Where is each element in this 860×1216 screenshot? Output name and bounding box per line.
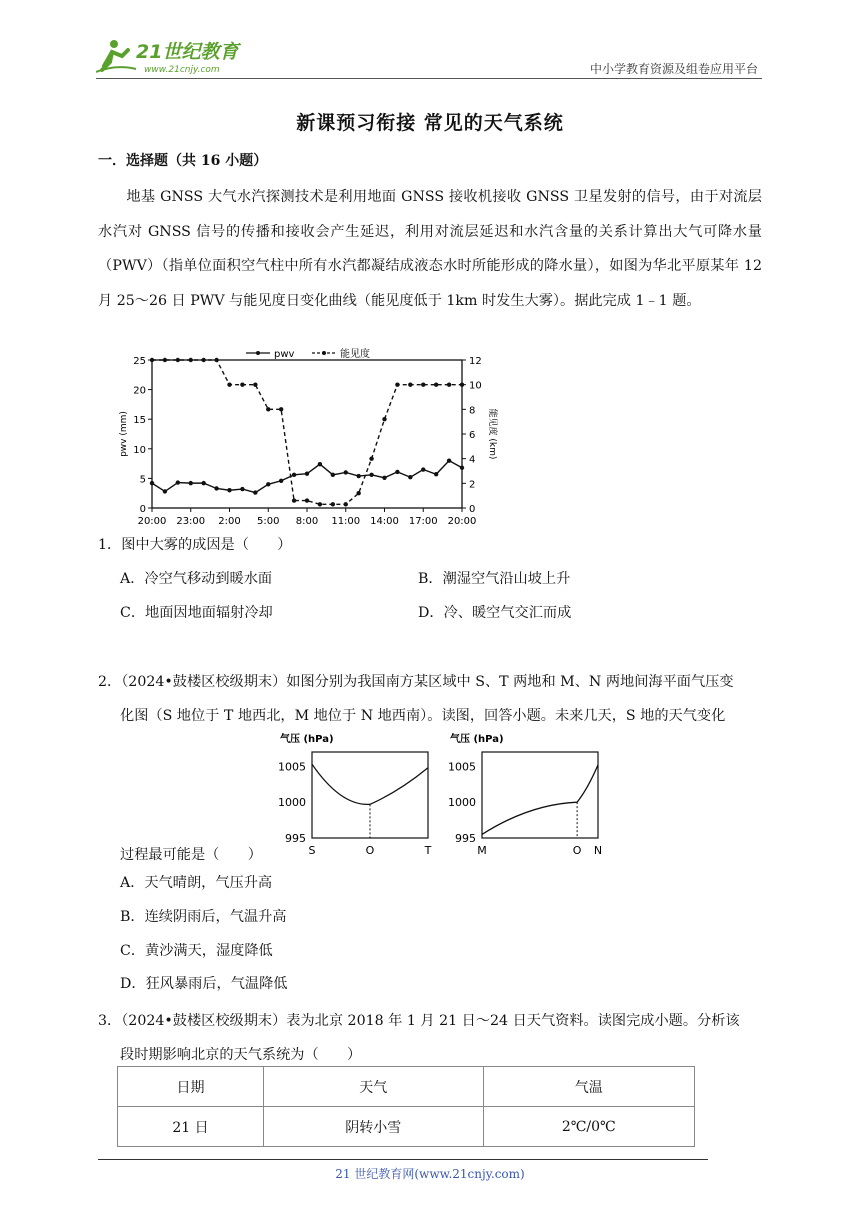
table-header-weather: 天气 <box>264 1067 483 1107</box>
runner-icon <box>96 40 136 72</box>
y-tick-label: 1000 <box>278 796 306 810</box>
series-0-point <box>266 482 270 486</box>
series-0-point <box>240 487 244 491</box>
y-axis-label: 气压 (hPa) <box>450 734 504 745</box>
series-0-point <box>214 486 218 490</box>
page-title: 新课预习衔接 常见的天气系统 <box>296 112 564 134</box>
x-tick-label: T <box>424 844 432 857</box>
passage-text: 地基 GNSS 大气水汽探测技术是利用地面 GNSS 接收机接收 GNSS 卫星发射的信号，由于对流层水汽对 GNSS 信号的传播和接收会产生延迟，利用对流层延迟和水汽含量的关系计算出大气可降水量（PWV）（指单位面积空气柱中所有水汽都凝结成液态水时所能形成的降水量），如图为华北平原某年 12 月 25～26 日 PWV 与能见度日变化曲线（能见度低于 1km 时发生大雾）。据此完成 1﹣1 题。 <box>98 189 762 309</box>
y-right-tick-label: 2 <box>469 479 476 491</box>
x-tick-label: 20:00 <box>447 516 477 527</box>
series-0-point <box>460 466 464 470</box>
series-0-point <box>189 481 193 485</box>
logo <box>96 36 266 76</box>
y-left-tick-label: 25 <box>133 356 146 367</box>
q1-option-d[interactable]: D．冷、暖空气交汇而成 <box>418 605 572 621</box>
pressure-curve <box>312 764 428 804</box>
x-tick-label: N <box>593 844 603 857</box>
series-1-point <box>189 358 193 362</box>
series-1-point <box>279 407 283 411</box>
logo-url: www.21cnjy.com <box>144 65 220 75</box>
series-0-point <box>227 488 231 492</box>
x-tick-label: 14:00 <box>370 516 399 527</box>
header-divider <box>96 78 762 79</box>
table-row <box>118 1107 695 1147</box>
y-left-tick-label: 15 <box>133 415 146 427</box>
series-1-point <box>382 417 386 421</box>
table-header-temp: 气温 <box>483 1067 695 1107</box>
weather-table <box>117 1066 695 1147</box>
series-1-point <box>201 358 205 362</box>
y-right-tick-label: 8 <box>469 405 476 417</box>
x-tick-label: 17:00 <box>408 516 438 527</box>
series-1-point <box>150 358 154 362</box>
series-0-point <box>434 472 438 476</box>
series-0-point <box>279 479 283 483</box>
series-1-point <box>395 382 399 386</box>
legend-marker <box>256 351 260 355</box>
y-tick-label: 1005 <box>278 760 306 774</box>
y-right-tick-label: 10 <box>469 380 482 392</box>
series-1-point <box>227 382 231 386</box>
pressure-chart-st <box>268 730 438 860</box>
table-header-date: 日期 <box>118 1067 264 1107</box>
series-0-point <box>408 475 412 479</box>
q2-option-a[interactable]: A．天气晴朗，气压升高 <box>120 875 273 891</box>
y-right-label: 能见度 (km) <box>487 408 497 460</box>
question-3-stem <box>98 1004 762 1072</box>
legend-label: 能见度 <box>340 349 370 360</box>
q2-line-2: 化图（S 地位于 T 地西北，M 地位于 N 地西南）。读图，回答小题。未来几天，S 地的天气变化 <box>120 708 726 724</box>
series-1-point <box>434 382 438 386</box>
q3-line-1: 3．（2024•鼓楼区校级期末）表为北京 2018 年 1 月 21 日～24 日天气资料。读图完成小题。分析该 <box>98 1013 740 1029</box>
table-cell-date: 21 日 <box>118 1107 264 1147</box>
y-left-tick-label: 20 <box>133 385 146 397</box>
legend-label: pwv <box>274 349 295 360</box>
logo-text: 21世纪教育 <box>136 41 239 63</box>
series-0-point <box>201 481 205 485</box>
series-1-point <box>421 382 425 386</box>
series-1-point <box>214 358 218 362</box>
series-0-point <box>253 490 257 494</box>
y-right-tick-label: 0 <box>469 504 476 515</box>
platform-name: 中小学教育资源及组卷应用平台 <box>589 62 758 76</box>
q3-line-2: 段时期影响北京的天气系统为（ ） <box>120 1047 362 1063</box>
y-right-tick-label: 12 <box>469 356 482 367</box>
y-tick-label: 995 <box>285 832 306 845</box>
series-1-point <box>408 382 412 386</box>
y-right-tick-label: 4 <box>469 454 476 466</box>
q1-option-a[interactable]: A．冷空气移动到暖水面 <box>120 571 273 587</box>
footer-text: 21 世纪教育网(www.21cnjy.com) <box>335 1167 525 1181</box>
series-0-point <box>163 489 167 493</box>
series-0-point <box>331 473 335 477</box>
series-0-point <box>150 481 154 485</box>
series-1-point <box>447 382 451 386</box>
series-1-point <box>292 498 296 502</box>
series-0-point <box>421 467 425 471</box>
series-1-point <box>253 382 257 386</box>
series-1-point <box>356 491 360 495</box>
series-1-point <box>240 382 244 386</box>
passage <box>98 180 762 318</box>
x-tick-label: 2:00 <box>218 516 241 527</box>
series-1-point <box>163 358 167 362</box>
series-0-point <box>176 480 180 484</box>
question-1-stem: 1．图中大雾的成因是（ ） <box>98 537 292 553</box>
page-header <box>96 32 762 82</box>
x-tick-label: 11:00 <box>331 516 361 527</box>
x-tick-label: 23:00 <box>176 516 206 527</box>
series-1-point <box>266 407 270 411</box>
series-1-point <box>344 502 348 506</box>
pressure-chart-mn <box>438 730 608 860</box>
x-tick-label: 5:00 <box>257 516 280 527</box>
table-cell-weather: 阴转小雪 <box>264 1107 483 1147</box>
table-header-row <box>118 1067 695 1107</box>
plot-frame <box>152 360 462 508</box>
pwv-visibility-chart <box>112 348 502 528</box>
series-0-point <box>447 458 451 462</box>
q1-option-b[interactable]: B．潮湿空气沿山坡上升 <box>418 571 571 587</box>
y-tick-label: 1005 <box>448 760 476 774</box>
series-1-point <box>460 382 464 386</box>
series-0-point <box>369 473 373 477</box>
q1-option-c[interactable]: C．地面因地面辐射冷却 <box>120 605 273 621</box>
x-tick-label: S <box>308 844 316 857</box>
series-0-point <box>382 476 386 480</box>
footer-divider <box>98 1159 708 1160</box>
series-1-point <box>331 502 335 506</box>
q2-option-b[interactable]: B．连续阴雨后，气温升高 <box>120 909 287 925</box>
pressure-curve <box>482 765 598 835</box>
series-1-point <box>369 456 373 460</box>
y-left-tick-label: 10 <box>133 444 146 456</box>
y-left-tick-label: 5 <box>139 474 146 486</box>
q2-line-1: 2．（2024•鼓楼区校级期末）如图分别为我国南方某区域中 S、T 两地和 M、N 两地间海平面气压变 <box>98 674 734 690</box>
x-tick-label: O <box>365 844 375 857</box>
x-tick-label: O <box>572 844 582 857</box>
y-tick-label: 1000 <box>448 796 476 810</box>
table-cell-temp: 2℃/0℃ <box>483 1107 695 1147</box>
q2-option-d[interactable]: D．狂风暴雨后，气温降低 <box>120 976 288 992</box>
series-0-point <box>344 470 348 474</box>
x-tick-label: 20:00 <box>137 516 167 527</box>
x-tick-label: 8:00 <box>295 516 319 527</box>
q2-line-3: 过程最可能是（ ） <box>120 847 262 863</box>
series-0-point <box>356 474 360 478</box>
y-right-tick-label: 6 <box>469 430 476 441</box>
q2-option-c[interactable]: C．黄沙满天，湿度降低 <box>120 943 273 959</box>
series-1-point <box>176 358 180 362</box>
series-0-point <box>305 471 309 475</box>
series-0-point <box>395 470 399 474</box>
series-1-point <box>318 502 322 506</box>
y-left-label: pwv (mm) <box>119 411 129 457</box>
y-left-tick-label: 0 <box>139 504 146 515</box>
question-2-stem <box>98 665 762 733</box>
y-axis-label: 气压 (hPa) <box>280 734 334 745</box>
plot-frame <box>482 752 598 838</box>
legend-marker <box>322 351 326 355</box>
series-0-point <box>318 462 322 466</box>
series-1-point <box>305 498 309 502</box>
series-line-0 <box>152 461 462 493</box>
section-heading: 一．选择题（共 16 小题） <box>98 153 268 169</box>
x-tick-label: M <box>477 844 487 857</box>
series-0-point <box>292 473 296 477</box>
y-tick-label: 995 <box>455 832 476 845</box>
